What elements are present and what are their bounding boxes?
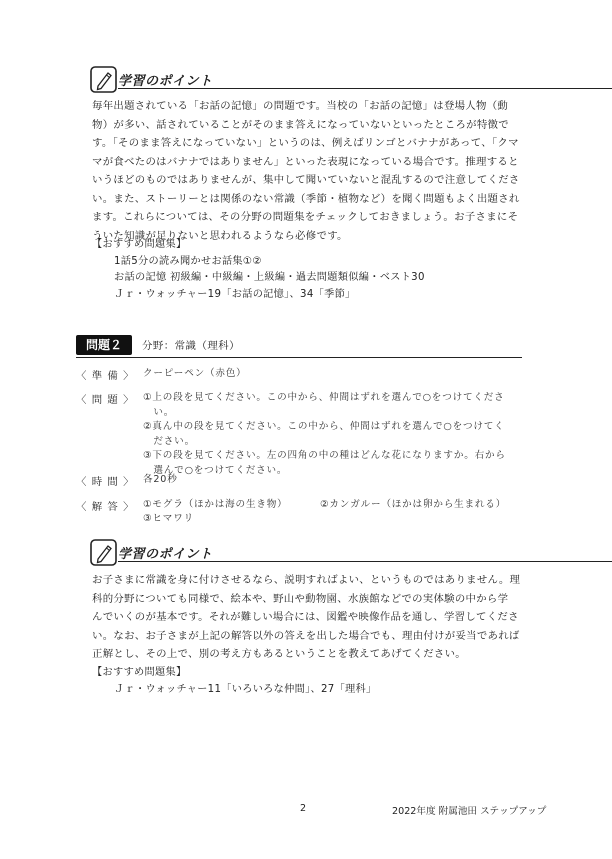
label-jikan: 〈 時 間 〉: [76, 476, 135, 488]
text-line: マが食べたのはバナナではありません」といった表現になっている場合です。推理すると: [92, 155, 519, 168]
text-line: んでいくのが基本です。それが難しい場合には、図鑑や映像作品を通し、学習してくださ: [92, 611, 519, 623]
jikan-text: 各20秒: [143, 474, 178, 485]
mondai-underline: [76, 357, 522, 358]
point-paragraph-1: [92, 97, 522, 245]
question-line: ③下の段を見てください。左の四角の中の種はどんな花になりますか。右から: [143, 450, 506, 461]
answer-2: ②カンガルー（ほかは卵から生まれる）: [320, 499, 507, 510]
text-line: ます。これらについては、その分野の問題集をチェックしておきましょう。お子さまにそ: [92, 211, 519, 223]
value-jikan: [143, 473, 178, 488]
recommended-title: 【おすすめ問題集】: [92, 667, 187, 678]
text-line: い。なお、お子さまが上記の解答以外の答えを出した場合でも、理由付けが妥当であれば: [92, 629, 520, 642]
text-line: お子さまに常識を身に付けさせるなら、説明すればよい、というものではありません。理: [92, 574, 521, 586]
recommended-item: Ｊｒ・ウォッチャー11「いろいろな仲間」、27「理科」: [114, 683, 377, 695]
field-category: 分野：常識（理科）: [142, 340, 241, 352]
question-line: ださい。: [143, 435, 195, 447]
junbi-text: クーピーペン（赤色）: [143, 368, 247, 379]
point-underline: [118, 561, 612, 562]
answer-3: ③ヒマワリ: [143, 513, 194, 524]
point-title: 学習のポイント: [118, 74, 213, 89]
recommended-books-2: [92, 665, 377, 698]
label-mondai: 〈 問 題 〉: [76, 394, 135, 406]
question-line: ①上の段を見てください。この中から、仲間はずれを選んで○をつけてくださ: [143, 392, 505, 403]
recommended-books-1: [92, 237, 425, 303]
point-underline: [118, 88, 612, 89]
recommended-item: 1話5分の読み聞かせお話集①②: [114, 255, 262, 267]
point-header-1: [90, 66, 612, 100]
text-line: 科的分野についても同様で、絵本や、野山や動物園、水族館などでの実体験の中から学: [92, 592, 509, 605]
question-line: 選んで○をつけてください。: [143, 464, 288, 476]
point-title: 学習のポイント: [118, 547, 213, 562]
text-line: す。「そのまま答えになっていない」というのは、例えばリンゴとバナナがあって、「クマ: [92, 137, 519, 149]
answer-1: ①モグラ（ほかは海の生き物）: [143, 499, 288, 510]
recommended-title: 【おすすめ問題集】: [92, 239, 187, 250]
pencil-note-icon: [90, 539, 118, 567]
text-line: い。また、ストーリーとは関係のない常識（季節・植物など）を聞く問題もよく出題され: [92, 192, 520, 205]
value-junbi: [143, 367, 247, 382]
question-line: ②真ん中の段を見てください。この中から、仲間はずれを選んで○をつけてく: [143, 421, 505, 432]
label-junbi: 〈 準 備 〉: [76, 370, 135, 382]
recommended-item: お話の記憶 初級編・中級編・上級編・過去問題類似編・ベスト30: [114, 272, 425, 283]
point-header-2: [90, 539, 612, 573]
text-line: 毎年出題されている「お話の記憶」の問題です。当校の「お話の記憶」は登場人物（動: [92, 100, 509, 112]
mondai-badge: 問題２: [76, 335, 132, 355]
point-paragraph-2: [92, 571, 522, 664]
label-kotae: 〈 解 答 〉: [76, 501, 135, 513]
page-number: 2: [300, 803, 307, 814]
school-info: 2022年度 附属池田 ステップアップ: [392, 806, 547, 817]
text-line: ういた知識が足りないと思われるようなら必修です。: [92, 229, 348, 242]
question-line: い。: [143, 406, 175, 418]
text-line: 正解とし、その上で、別の考え方もあるということを教えてあげてください。: [92, 648, 466, 660]
value-mondai: [143, 391, 523, 478]
recommended-item: Ｊｒ・ウォッチャー19「お話の記憶」、34「季節」: [114, 288, 356, 300]
text-line: 物）が多い、話されていることがそのまま答えになっていないといったところが特徴で: [92, 118, 509, 131]
pencil-note-icon: [90, 66, 118, 94]
text-line: いうほどのものではありませんが、集中して聞いていないと混乱するので注意してくださ: [92, 174, 520, 186]
